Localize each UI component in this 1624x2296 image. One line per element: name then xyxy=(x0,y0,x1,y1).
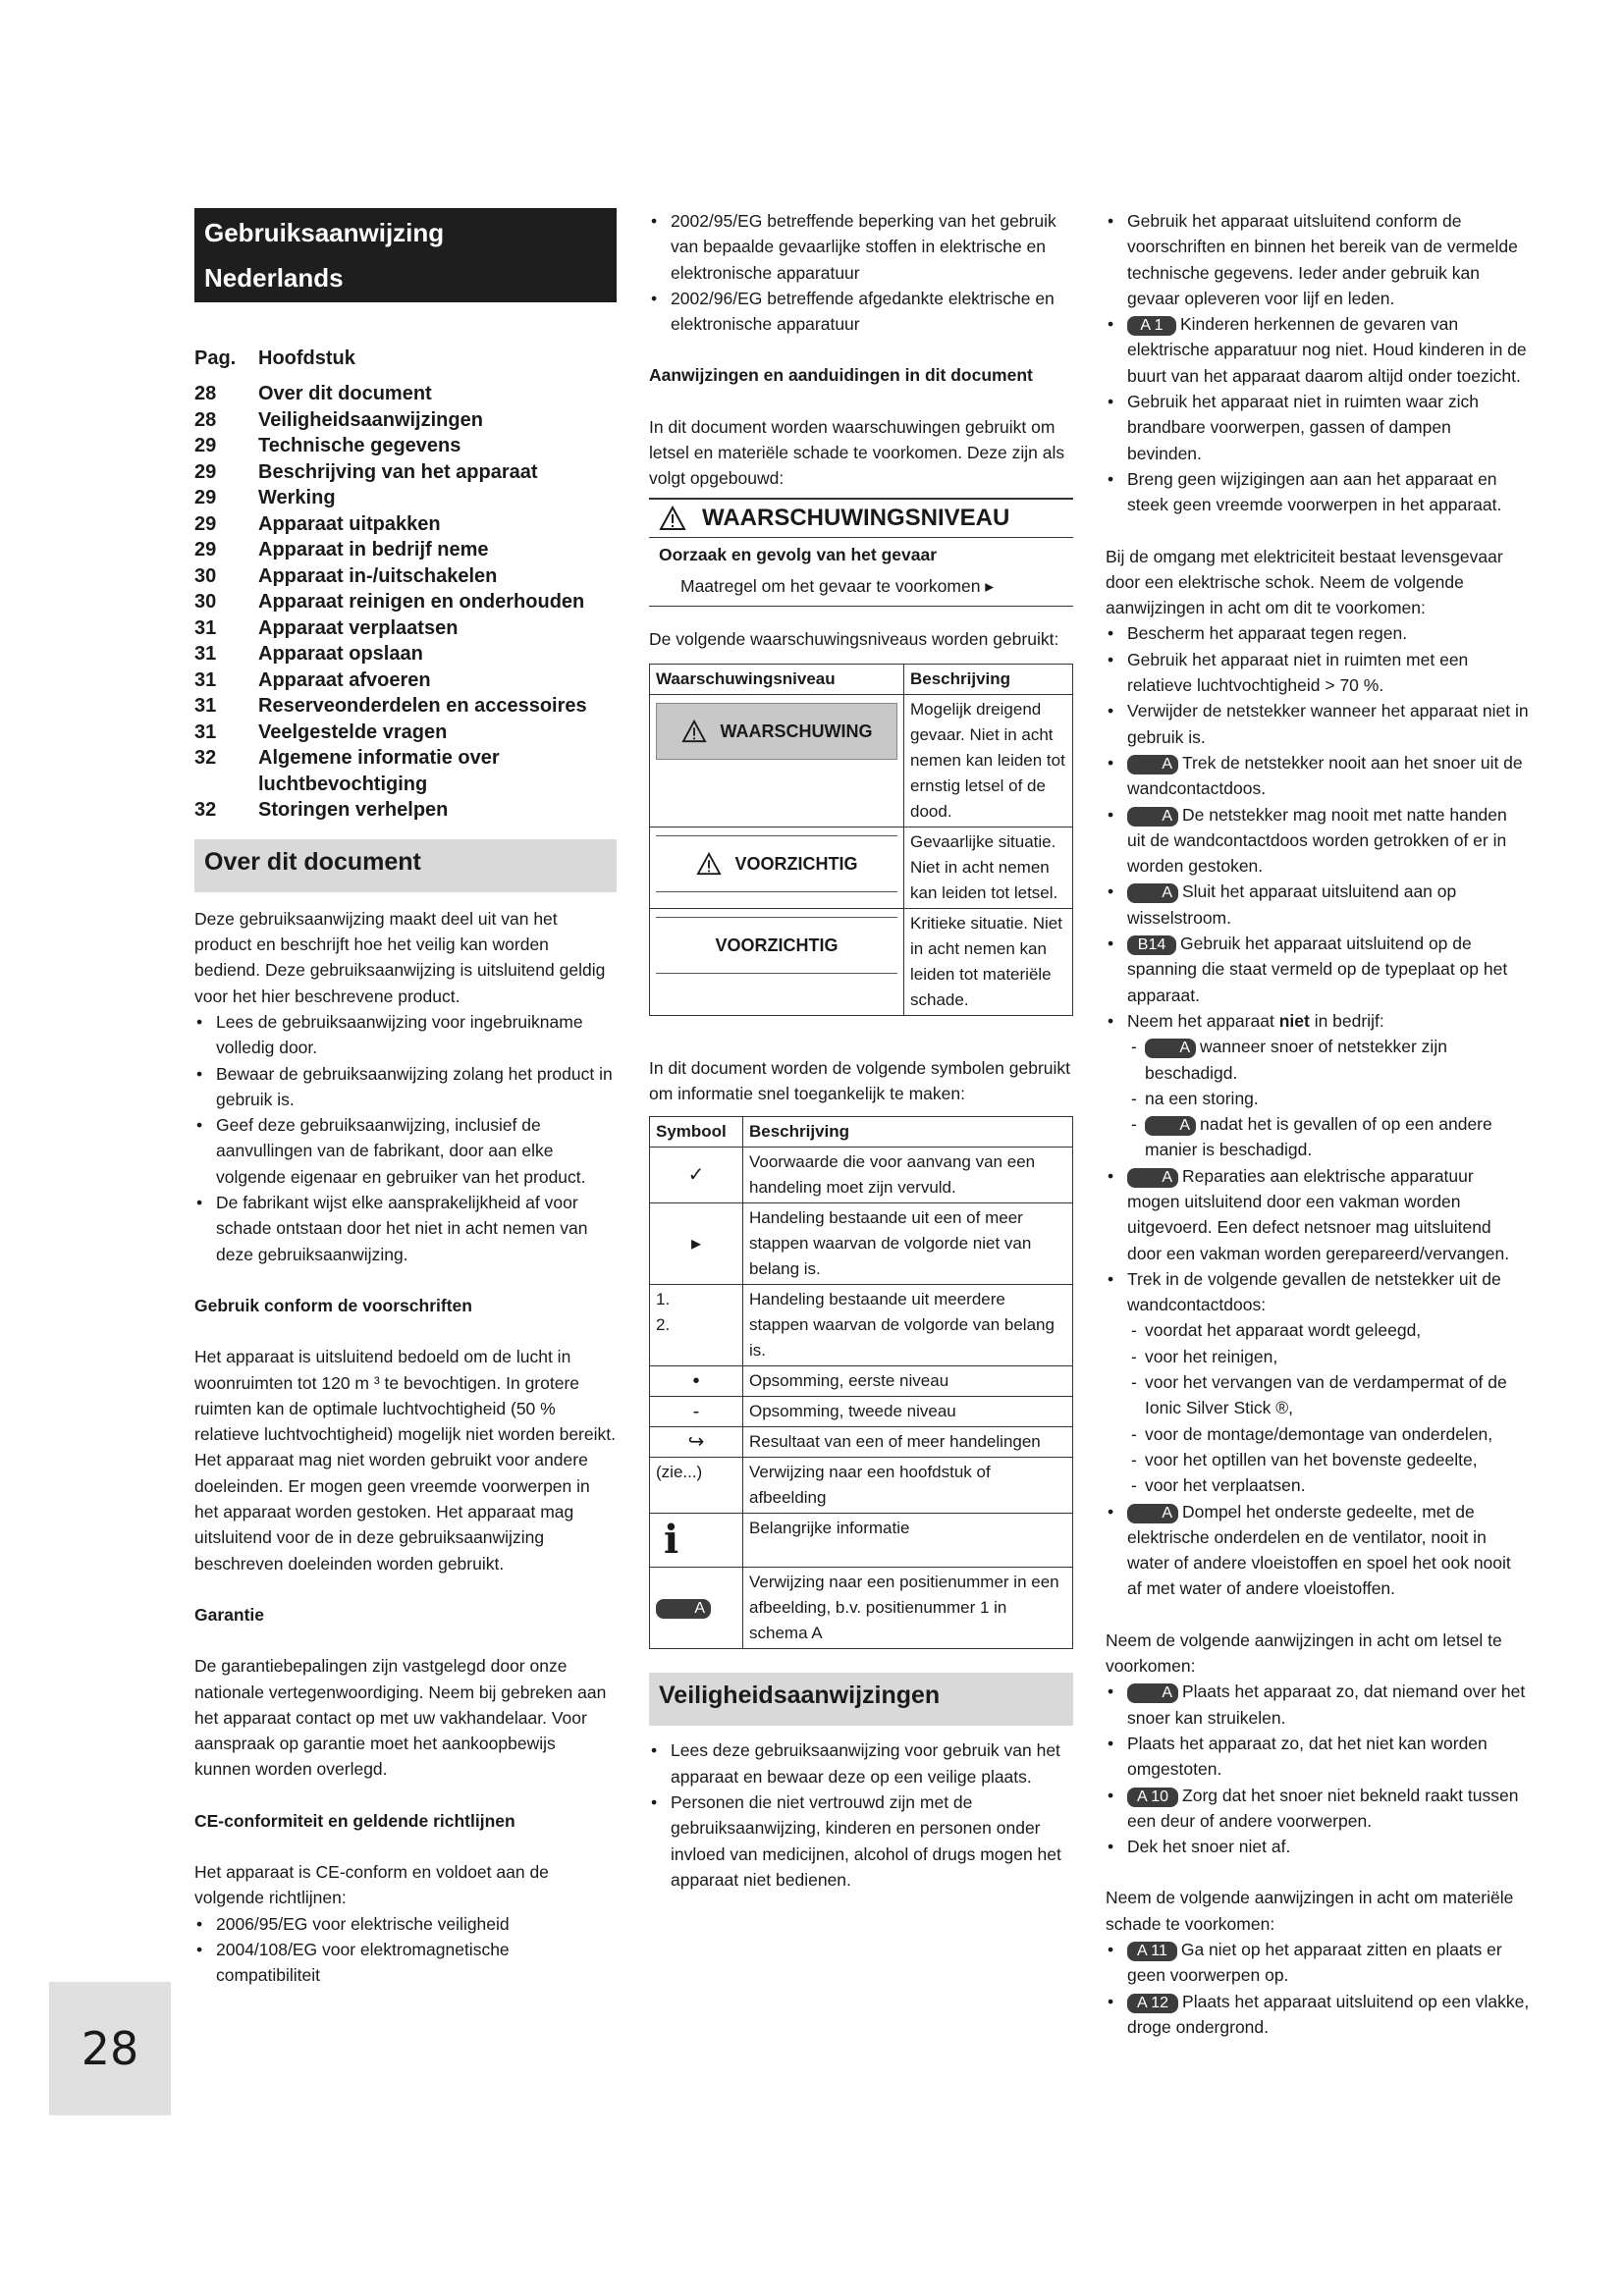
toc-page: 29 xyxy=(194,512,217,535)
symbol-cell: 1. 2. xyxy=(650,1285,743,1366)
table-row xyxy=(650,1397,1073,1427)
levels-col1-header: Waarschuwingsniveau xyxy=(650,664,904,694)
symbol-cell: (zie...) xyxy=(650,1458,743,1514)
warning-sample-cause: Oorzaak en gevolg van het gevaar xyxy=(659,544,938,564)
symbol-desc: Verwijzing naar een hoofdstuk of afbeelding xyxy=(743,1458,1073,1514)
list-item: • A Reparaties aan elektrische apparatuur mogen uitsluitend door een vakman worden uitgevoerd. Een defect netsnoer mag uitsluitend door een vakman worden gerepareerd/vervangen. xyxy=(1106,1163,1530,1266)
list-item: • A Plaats het apparaat zo, dat niemand over het snoer kan struikelen. xyxy=(1106,1679,1530,1731)
manual-title-box xyxy=(194,208,617,302)
toc-page: 32 xyxy=(194,747,217,770)
toc-row xyxy=(194,511,617,538)
symbol-desc: Opsomming, tweede niveau xyxy=(743,1397,1073,1427)
toc-chapter: Apparaat reinigen en onderhouden xyxy=(258,591,585,614)
list-item: - voordat het apparaat wordt geleegd, xyxy=(1127,1317,1530,1343)
toc-header xyxy=(194,346,617,371)
level-desc: Mogelijk dreigend gevaar. Niet in acht nemen kan leiden tot ernstig letsel of de dood. xyxy=(904,694,1073,827)
warranty-heading: Garantie xyxy=(194,1604,264,1625)
toc-row xyxy=(194,745,617,797)
list-item: • Lees de gebruiksaanwijzing voor ingebruikname volledig door. xyxy=(194,1009,617,1061)
list-item: - A wanneer snoer of netstekker zijn beschadigd. xyxy=(1127,1034,1530,1086)
position-badge: A xyxy=(1127,807,1178,827)
ce-bullets-2 xyxy=(649,208,1073,337)
list-item: • Breng geen wijzigingen aan aan het apparaat en steek geen vreemde voorwerpen in het apparaat. xyxy=(1106,466,1530,518)
table-row xyxy=(650,1427,1073,1458)
table-row xyxy=(650,1203,1073,1285)
list-item: • 2006/95/EG voor elektrische veiligheid xyxy=(194,1911,617,1937)
use-text: Het apparaat is uitsluitend bedoeld om de lucht in woonruimten tot 120 m ³ te bevochtigen. In grotere ruimten kan de optimale luchtvochtigheid (50 % relatieve luchtvochtigheid) mogelijk niet worden bereikt. Het apparaat mag niet worden gebruikt voor andere doeleinden. Er mogen geen vreemde voorwerpen in het apparaat worden gestoken. Het apparaat mag uitsluitend voor de in deze gebruiksaanwijzing beschreven doeleinden worden gebruikt. xyxy=(194,1347,616,1574)
level-caution-box xyxy=(656,835,897,892)
list-item: • Gebruik het apparaat niet in ruimten waar zich brandbare voorwerpen, gassen of dampen bevinden. xyxy=(1106,389,1530,466)
levels-col2-header: Beschrijving xyxy=(904,664,1073,694)
toc-row xyxy=(194,720,617,746)
toc-row xyxy=(194,563,617,590)
symbol-desc: Voorwaarde die voor aanvang van een handeling moet zijn vervuld. xyxy=(743,1148,1073,1203)
manual-title: Gebruiksaanwijzing xyxy=(204,218,445,247)
toc-page: 28 xyxy=(194,383,217,405)
manual-language: Nederlands xyxy=(204,263,344,293)
level-name: VOORZICHTIG xyxy=(715,934,839,955)
warning-sample xyxy=(649,498,1073,607)
list-item: • A Trek de netstekker nooit aan het snoer uit de wandcontactdoos. xyxy=(1106,750,1530,802)
injury-bullets xyxy=(1106,1679,1530,1859)
warning-sample-measure: Maatregel om het gevaar te voorkomen ▸ xyxy=(680,576,995,597)
list-item: • Geef deze gebruiksaanwijzing, inclusief de aanvullingen van de fabrikant, door aan elke volgende eigenaar en gebruiker van het product. xyxy=(194,1112,617,1190)
list-item: • 2004/108/EG voor elektromagnetische compatibiliteit xyxy=(194,1937,617,1989)
list-item: • A De netstekker mag nooit met natte handen uit de wandcontactdoos worden getrokken of er in worden gestoken. xyxy=(1106,802,1530,880)
toc-header-chapter: Hoofdstuk xyxy=(258,347,355,369)
table-header-row xyxy=(650,664,1073,694)
list-item: • Bescherm het apparaat tegen regen. xyxy=(1106,620,1530,646)
toc-row xyxy=(194,797,617,824)
list-item: • A 11 Ga niet op het apparaat zitten en plaats er geen voorwerpen op. xyxy=(1106,1937,1530,1989)
list-item: • A Sluit het apparaat uitsluitend aan op wisselstroom. xyxy=(1106,879,1530,931)
not-operate-suffix: in bedrijf: xyxy=(1314,1010,1384,1031)
symbol-cell: - xyxy=(650,1397,743,1427)
list-item: • Personen die niet vertrouwd zijn met de gebruiksaanwijzing, kinderen en personen onder invloed van medicijnen, alcohol of drugs mogen het apparaat niet bedienen. xyxy=(649,1789,1073,1893)
list-item: • Bewaar de gebruiksaanwijzing zolang het product in gebruik is. xyxy=(194,1061,617,1113)
list-item: • Dek het snoer niet af. xyxy=(1106,1834,1530,1859)
toc-row xyxy=(194,459,617,486)
symbol-cell: ↪ xyxy=(650,1427,743,1458)
position-badge: A xyxy=(1145,1116,1196,1136)
level-warning-box xyxy=(656,703,897,760)
level-notice-box xyxy=(656,917,897,974)
toc-chapter: Apparaat uitpakken xyxy=(258,512,441,535)
list-item: • Gebruik het apparaat niet in ruimten met een relatieve luchtvochtigheid > 70 %. xyxy=(1106,647,1530,699)
list-item: - voor het vervangen van de verdampermat of de Ionic Silver Stick ®, xyxy=(1127,1369,1530,1421)
position-badge: A 10 xyxy=(1127,1788,1178,1807)
warning-triangle-icon xyxy=(696,852,722,876)
warning-sample-title: WAARSCHUWINGSNIVEAU xyxy=(702,504,1010,531)
safety-bullets-b xyxy=(1106,208,1530,518)
list-item: - voor het verplaatsen. xyxy=(1127,1472,1530,1498)
table-row xyxy=(650,694,1073,827)
column-middle xyxy=(649,208,1073,1893)
list-item: • Gebruik het apparaat uitsluitend conform de voorschriften en binnen het bereik van de vermelde technische gegevens. Ieder ander gebruik kan gevaar opleveren voor lijf en leden. xyxy=(1106,208,1530,311)
symbol-desc: Handeling bestaande uit meerdere stappen waarvan de volgorde van belang is. xyxy=(743,1285,1073,1366)
table-row xyxy=(650,1285,1073,1366)
toc-chapter: Apparaat in bedrijf neme xyxy=(258,539,489,561)
position-badge: A 12 xyxy=(1127,1994,1178,2013)
toc-chapter: Reserveonderdelen en accessoires xyxy=(258,695,587,718)
toc-page: 31 xyxy=(194,721,217,743)
warning-sample-header xyxy=(649,500,1073,538)
symbol-cell: • xyxy=(650,1366,743,1397)
table-row xyxy=(650,1514,1073,1568)
toc-chapter: Veiligheidsaanwijzingen xyxy=(258,408,483,431)
toc-chapter: Apparaat afvoeren xyxy=(258,668,431,691)
list-item: - na een storing. xyxy=(1127,1086,1530,1111)
list-item: • A Dompel het onderste gedeelte, met de elektrische onderdelen en de ventilator, nooit in water of andere vloeistoffen en spoel het ook nooit af met water of andere vloeistoffen. xyxy=(1106,1499,1530,1602)
toc-row xyxy=(194,407,617,434)
list-item: • Plaats het apparaat zo, dat het niet kan worden omgestoten. xyxy=(1106,1731,1530,1783)
symbol-desc: Resultaat van een of meer handelingen xyxy=(743,1427,1073,1458)
notes-heading: Aanwijzingen en aanduidingen in dit document xyxy=(649,365,1033,386)
section-heading-over: Over dit document xyxy=(194,839,617,892)
list-item: - voor het reinigen, xyxy=(1127,1344,1530,1369)
toc-chapter: Over dit document xyxy=(258,383,432,405)
symbols-table xyxy=(649,1116,1073,1649)
list-item: • Lees deze gebruiksaanwijzing voor gebruik van het apparaat en bewaar deze op een veilige plaats. xyxy=(649,1737,1073,1789)
symbols-col2-header: Beschrijving xyxy=(743,1117,1073,1148)
over-bullets xyxy=(194,1009,617,1267)
list-item: • De fabrikant wijst elke aansprakelijkheid af voor schade ontstaan door het niet in acht nemen van deze gebruiksaanwijzing. xyxy=(194,1190,617,1267)
list-item: • A 10 Zorg dat het snoer niet bekneld raakt tussen een deur of andere voorwerpen. xyxy=(1106,1783,1530,1835)
warning-triangle-icon xyxy=(659,506,686,531)
safety-bullets-a xyxy=(649,1737,1073,1893)
position-badge: A 1 xyxy=(1127,316,1176,336)
symbol-desc: Opsomming, eerste niveau xyxy=(743,1366,1073,1397)
toc-page: 31 xyxy=(194,616,217,639)
warranty-text: De garantiebepalingen zijn vastgelegd door onze nationale vertegenwoordiging. Neem bij gebreken aan het apparaat contact op met uw vakhandelaar. Voor aanspraak op garantie moet het aankoopbewijs kunnen worden overlegd. xyxy=(194,1656,607,1780)
ce-heading: CE-conformiteit en geldende richtlijnen xyxy=(194,1810,515,1831)
symbols-intro: In dit document worden de volgende symbolen gebruikt om informatie snel toegankelijk te maken: xyxy=(649,1057,1071,1104)
toc-page: 29 xyxy=(194,539,217,561)
position-badge: B14 xyxy=(1127,935,1176,955)
table-row xyxy=(650,827,1073,908)
damage-intro: Neem de volgende aanwijzingen in acht om materiële schade te voorkomen: xyxy=(1106,1888,1514,1934)
toc-chapter: Beschrijving van het apparaat xyxy=(258,460,538,483)
list-item: • 2002/96/EG betreffende afgedankte elektrische en elektronische apparatuur xyxy=(649,286,1073,338)
toc-row xyxy=(194,615,617,642)
table-row xyxy=(650,1458,1073,1514)
table-header-row xyxy=(650,1117,1073,1148)
list-item: • A 12 Plaats het apparaat uitsluitend op een vlakke, droge ondergrond. xyxy=(1106,1989,1530,2041)
position-badge: A xyxy=(1127,755,1178,774)
toc-row xyxy=(194,693,617,720)
use-heading: Gebruik conform de voorschriften xyxy=(194,1295,472,1315)
level-name: WAARSCHUWING xyxy=(720,721,873,741)
list-item: • A 1 Kinderen herkennen de gevaren van elektrische apparatuur nog niet. Houd kinderen in de buurt van het apparaat daarom altijd onder toezicht. xyxy=(1106,311,1530,389)
toc-chapter: Apparaat verplaatsen xyxy=(258,616,459,639)
symbol-position-badge: A xyxy=(656,1599,711,1619)
toc-chapter: Technische gegevens xyxy=(258,435,461,457)
position-badge: A xyxy=(1145,1039,1196,1058)
level-name: VOORZICHTIG xyxy=(734,853,858,874)
info-icon: i xyxy=(650,1514,743,1568)
symbols-col1-header: Symbool xyxy=(650,1117,743,1148)
toc-chapter: Apparaat in-/uitschakelen xyxy=(258,564,498,587)
symbol-cell: ✓ xyxy=(650,1148,743,1203)
not-operate-bold: niet xyxy=(1278,1010,1310,1031)
table-row xyxy=(650,908,1073,1015)
symbol-desc: Handeling bestaande uit een of meer stappen waarvan de volgorde niet van belang is. xyxy=(743,1203,1073,1285)
position-badge: A xyxy=(1127,883,1178,903)
not-operate-list xyxy=(1127,1034,1530,1162)
toc-row xyxy=(194,641,617,667)
over-intro: Deze gebruiksaanwijzing maakt deel uit van het product en beschrijft hoe het veilig kan worden bediend. Deze gebruiksaanwijzing is uitsluitend geldig voor het hier beschrevene product. xyxy=(194,908,606,1006)
symbol-desc: Belangrijke informatie xyxy=(743,1514,1073,1568)
not-operate-prefix: Neem het apparaat xyxy=(1127,1010,1274,1031)
toc-page: 30 xyxy=(194,564,217,587)
damage-bullets xyxy=(1106,1937,1530,2040)
toc-row xyxy=(194,381,617,407)
toc-page: 31 xyxy=(194,695,217,718)
toc-chapter: Storingen verhelpen xyxy=(258,799,449,822)
section-heading-safety: Veiligheidsaanwijzingen xyxy=(649,1673,1073,1726)
toc-page: 29 xyxy=(194,435,217,457)
position-badge: A xyxy=(1127,1168,1178,1188)
electric-intro: Bij de omgang met elektriciteit bestaat levensgevaar door een elektrische schok. Neem de volgende aanwijzingen in acht om dit te voorkomen: xyxy=(1106,546,1503,618)
toc-row xyxy=(194,485,617,511)
page-number: 28 xyxy=(49,1982,171,2115)
list-item: - voor het optillen van het bovenste gedeelte, xyxy=(1127,1447,1530,1472)
toc-page: 28 xyxy=(194,408,217,431)
warning-triangle-icon xyxy=(681,720,707,743)
level-desc: Kritieke situatie. Niet in acht nemen kan leiden tot materiële schade. xyxy=(904,908,1073,1015)
toc-row xyxy=(194,667,617,694)
unplug-list xyxy=(1127,1317,1530,1498)
toc-row xyxy=(194,433,617,459)
table-row xyxy=(650,1148,1073,1203)
position-badge: A 11 xyxy=(1127,1942,1177,1961)
toc-page: 29 xyxy=(194,460,217,483)
not-operate-block xyxy=(1106,1008,1530,1602)
toc-row xyxy=(194,589,617,615)
table-row xyxy=(650,1366,1073,1397)
electric-bullets xyxy=(1106,620,1530,1007)
list-item: - A nadat het is gevallen of op een andere manier is beschadigd. xyxy=(1127,1111,1530,1163)
warning-levels-table xyxy=(649,664,1073,1016)
position-badge: A xyxy=(1127,1683,1178,1703)
table-of-contents xyxy=(194,346,617,824)
symbol-desc: Verwijzing naar een positienummer in een afbeelding, b.v. positienummer 1 in schema A xyxy=(743,1568,1073,1649)
toc-chapter: Algemene informatie over luchtbevochtiging xyxy=(258,747,500,795)
list-item: • 2002/95/EG betreffende beperking van het gebruik van bepaalde gevaarlijke stoffen in elektrische en elektronische apparatuur xyxy=(649,208,1073,286)
column-left xyxy=(194,208,617,1988)
toc-page: 31 xyxy=(194,668,217,691)
toc-row xyxy=(194,537,617,563)
ce-text: Het apparaat is CE-conform en voldoet aan de volgende richtlijnen: xyxy=(194,1862,549,1908)
column-right xyxy=(1106,208,1530,2040)
toc-header-page: Pag. xyxy=(194,347,237,369)
toc-chapter: Veelgestelde vragen xyxy=(258,721,448,743)
list-item: • B14 Gebruik het apparaat uitsluitend op de spanning die staat vermeld op de typeplaat op het apparaat. xyxy=(1106,931,1530,1008)
list-item: - voor de montage/demontage van onderdelen, xyxy=(1127,1421,1530,1447)
list-item: • Verwijder de netstekker wanneer het apparaat niet in gebruik is. xyxy=(1106,698,1530,750)
notes-intro: In dit document worden waarschuwingen gebruikt om letsel en materiële schade te voorkomen. Deze zijn als volgt opgebouwd: xyxy=(649,416,1065,489)
level-desc: Gevaarlijke situatie. Niet in acht nemen kan leiden tot letsel. xyxy=(904,827,1073,908)
symbol-cell: ▸ xyxy=(650,1203,743,1285)
toc-chapter: Apparaat opslaan xyxy=(258,643,423,666)
table-row xyxy=(650,1568,1073,1649)
unplug-intro: Trek in de volgende gevallen de netstekker uit de wandcontactdoos: xyxy=(1127,1268,1501,1315)
injury-intro: Neem de volgende aanwijzingen in acht om letsel te voorkomen: xyxy=(1106,1629,1502,1677)
toc-chapter: Werking xyxy=(258,487,336,509)
levels-intro: De volgende waarschuwingsniveaus worden gebruikt: xyxy=(649,628,1059,649)
position-badge: A xyxy=(1127,1504,1178,1523)
ce-bullets-1 xyxy=(194,1911,617,1989)
toc-page: 30 xyxy=(194,591,217,614)
toc-page: 32 xyxy=(194,799,217,822)
toc-page: 29 xyxy=(194,487,217,509)
toc-page: 31 xyxy=(194,643,217,666)
